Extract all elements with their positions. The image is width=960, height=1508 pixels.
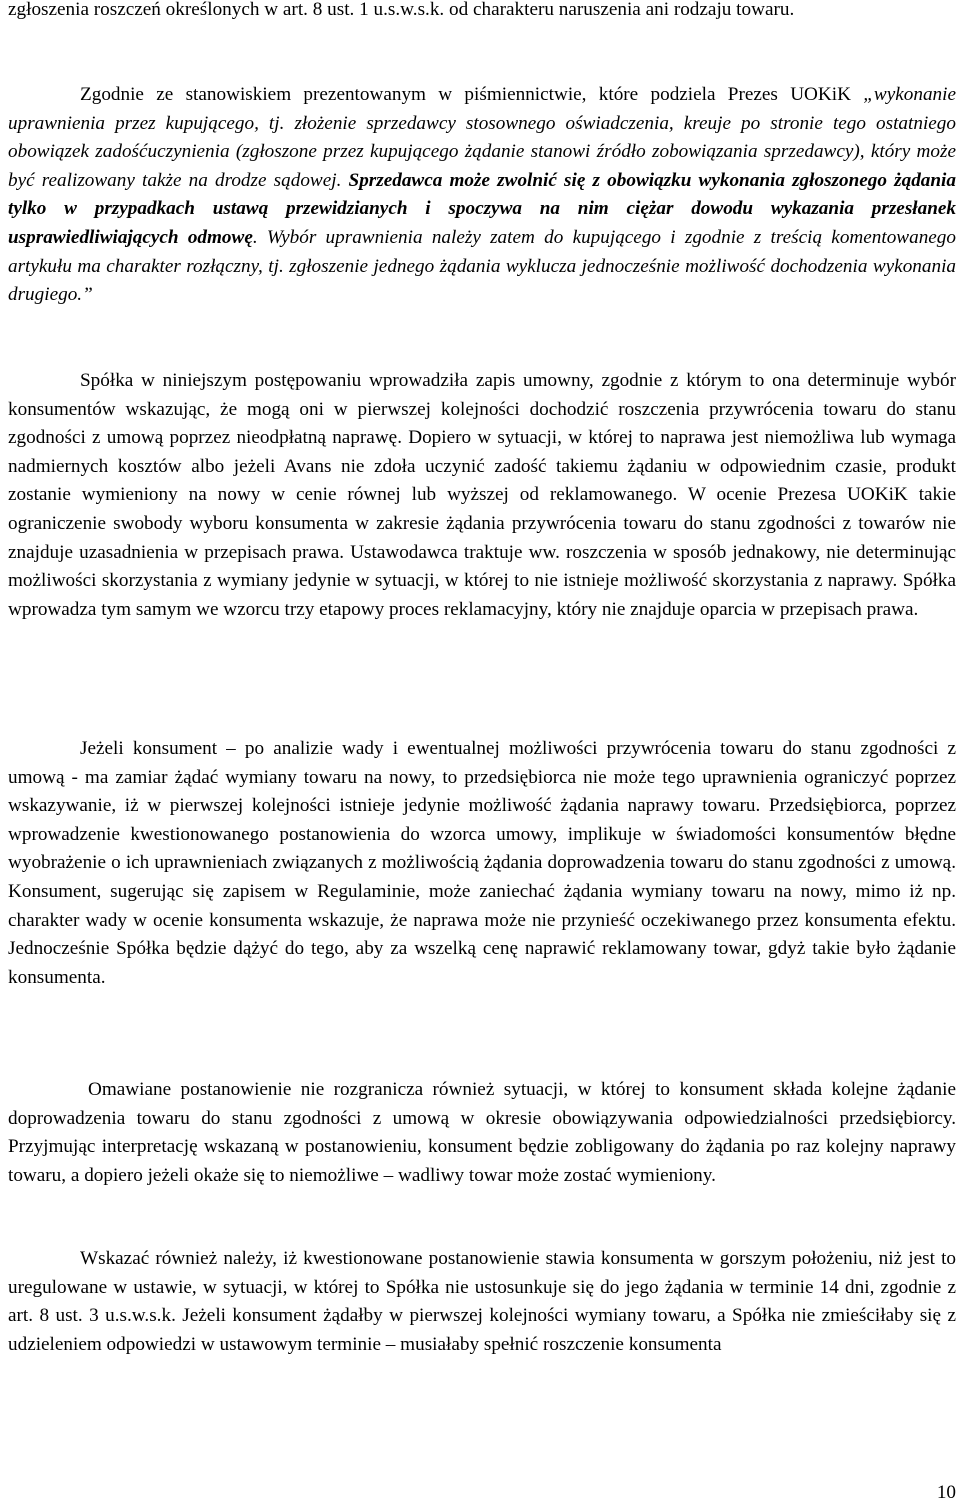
paragraph-spolka-zapis: Spółka w niniejszym postępowaniu wprowadziła zapis umowny, zgodnie z którym to ona determinuje wybór konsumentów wskazując, że mogą oni w pierwszej kolejności dochodzić roszczenia przywrócenia towaru do stanu zgodności z umową poprzez nieodpłatną naprawę. Dopiero w sytuacji, w której to naprawa jest niemożliwa lub wymaga nadmiernych kosztów albo jeżeli Avans nie zdoła uczynić zadość takiemu żądaniu w odpowiednim czasie, produkt zostanie wymieniony na nowy w cenie równej lub wyższej od reklamowanego. W ocenie Prezesa UOKiK takie ograniczenie swobody wyboru konsumenta w zakresie żądania przywrócenia towaru do stanu zgodności z towarów nie znajduje uzasadnienia w przepisach prawa. Ustawodawca traktuje ww. roszczenia w sposób jednakowy, nie determinując możliwości skorzystania z wymiany jedynie w sytuacji, w której to nie istnieje możliwość skorzystania z naprawy. Spółka wprowadza tym samym we wzorcu trzy etapowy proces reklamacyjny, który nie znajduje oparcia w przepisach prawa. [8, 370, 956, 620]
paragraph-quote [8, 81, 956, 310]
paragraph-quote-intro: Zgodnie ze stanowiskiem prezentowanym w piśmiennictwie, które podziela Prezes UOKiK [80, 84, 864, 105]
paragraph-quote-italic: „wykonanie uprawnienia przez kupującego, tj. złożenie sprzedawcy stosownego oświadczenia, kreuje po stronie tego ostatniego obowiązek zadośćuczynienia (zgłoszone przez kupującego żądanie stanowi źródło zobowiązania sprzedawcy), który może być realizowany także na drodze sądowej. [8, 84, 956, 191]
page-number: 10 [936, 1482, 956, 1503]
paragraph-quote-end: . Wybór uprawnienia należy zatem do kupującego i zgodnie z treścią komentowanego artykułu ma charakter rozłączny, tj. zgłoszenie jednego żądania wyklucza jednocześnie możliwość dochodzenia wykonania drugiego.” [8, 226, 956, 306]
paragraph-omawiane-postanowienie: Omawiane postanowienie nie rozgranicza również sytuacji, w której to konsument składa kolejne żądanie doprowadzenia towaru do stanu zgodności z umową w okresie obowiązywania odpowiedzialności przedsiębiorcy. Przyjmując interpretację wskazaną w postanowieniu, konsument będzie zobligowany do żądania po raz kolejny naprawy towaru, a dopiero jeżeli okaże się to niemożliwe – wadliwy towar może zostać wymieniony. [8, 1079, 956, 1186]
paragraph-jezeli-konsument: Jeżeli konsument – po analizie wady i ewentualnej możliwości przywrócenia towaru do stanu zgodności z umową - ma zamiar żądać wymiany towaru na nowy, to przedsiębiorca nie może tego uprawnienia ograniczyć poprzez wskazywanie, iż w pierwszej kolejności istnieje jedynie możliwość żądania naprawy towaru. Przedsiębiorca, poprzez wprowadzenie kwestionowanego postanowienia do wzorca umowy, implikuje w świadomości konsumentów błędne wyobrażenie o ich uprawnieniach związanych z możliwością żądania doprowadzenia towaru do stanu zgodności z umową. Konsument, sugerując się zapisem w Regulaminie, może zaniechać żądania wymiany towaru na nowy, mimo iż np. charakter wady w ocenie konsumenta wskazuje, że naprawa może nie przynieść oczekiwanego przez konsumenta efektu. Jednocześnie Spółka będzie dążyć do tego, aby za wszelką cenę naprawić reklamowany towar, gdyż takie było żądanie konsumenta. [8, 738, 956, 988]
paragraph-wskazac-rowniez: Wskazać również należy, iż kwestionowane postanowienie stawia konsumenta w gorszym położeniu, niż jest to uregulowane w ustawie, w sytuacji, w której to Spółka nie ustosunkuje się do jego żądania w terminie 14 dni, zgodnie z art. 8 ust. 3 u.s.w.s.k. Jeżeli konsument żądałby w pierwszej kolejności wymiany towaru, a Spółka nie zmieściłaby się z udzieleniem odpowiedzi w ustawowym terminie – musiałaby spełnić roszczenie konsumenta [8, 1248, 956, 1355]
paragraph-quote-bold: Sprzedawca może zwolnić się z obowiązku wykonania zgłoszonego żądania tylko w przypadkach ustawą przewidzianych i spoczywa na nim ciężar dowodu wykazania przesłanek usprawiedliwiających odmowę [8, 169, 956, 248]
paragraph-continuation: zgłoszenia roszczeń określonych w art. 8 ust. 1 u.s.w.s.k. od charakteru naruszenia ani rodzaju towaru. [8, 0, 795, 20]
